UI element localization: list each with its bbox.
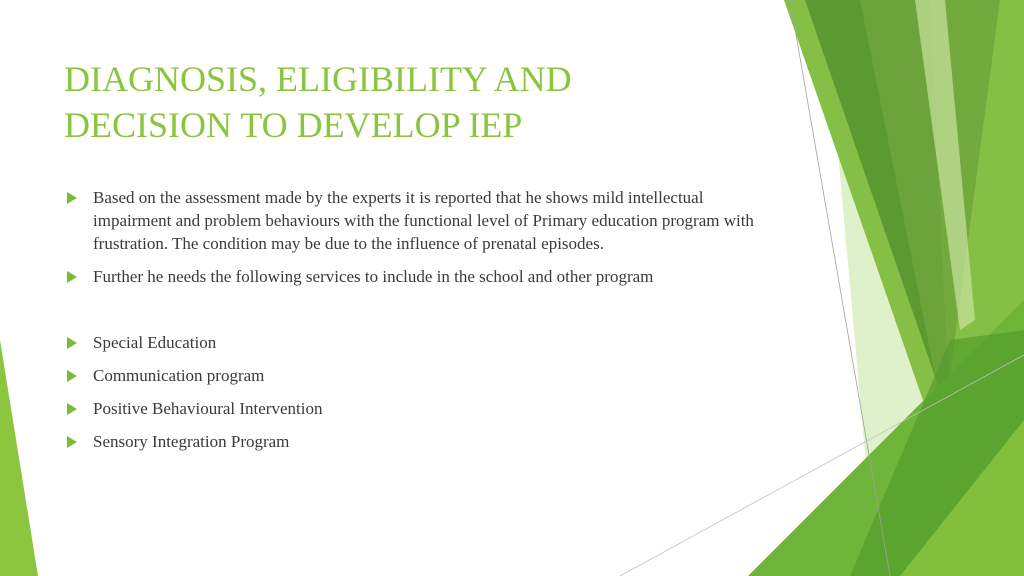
bullet-item-services-needed [64,265,754,288]
triangle-right-bullet-icon [67,192,77,204]
bullet-text: Communication program [93,366,265,385]
triangle-right-bullet-icon [67,337,77,349]
bullet-item-special-education [64,331,754,354]
bullet-item-assessment [64,186,754,255]
bullet-item-communication-program [64,364,754,387]
bullet-text: Based on the assessment made by the experts it is reported that he shows mild intellectual impairment and problem behaviours with the functional level of Primary education program with frustration. The condition may be due to the influence of prenatal episodes. [93,188,754,253]
bullet-item-positive-behavioural-intervention [64,397,754,420]
triangle-right-bullet-icon [67,403,77,415]
bullet-text: Special Education [93,333,217,352]
slide-title-line-1: DIAGNOSIS, ELIGIBILITY AND [64,59,572,99]
triangle-right-bullet-icon [67,271,77,283]
triangle-right-bullet-icon [67,436,77,448]
bullet-text: Further he needs the following services to include in the school and other program [93,267,654,286]
left-edge-green-shape [0,340,38,576]
slide-title [64,56,744,148]
bullet-text: Sensory Integration Program [93,432,290,451]
bullet-item-sensory-integration-program [64,430,754,453]
slide-title-line-2: DECISION TO DEVELOP IEP [64,105,523,145]
bullet-text: Positive Behavioural Intervention [93,399,323,418]
bullet-list [64,186,754,463]
triangle-right-bullet-icon [67,370,77,382]
